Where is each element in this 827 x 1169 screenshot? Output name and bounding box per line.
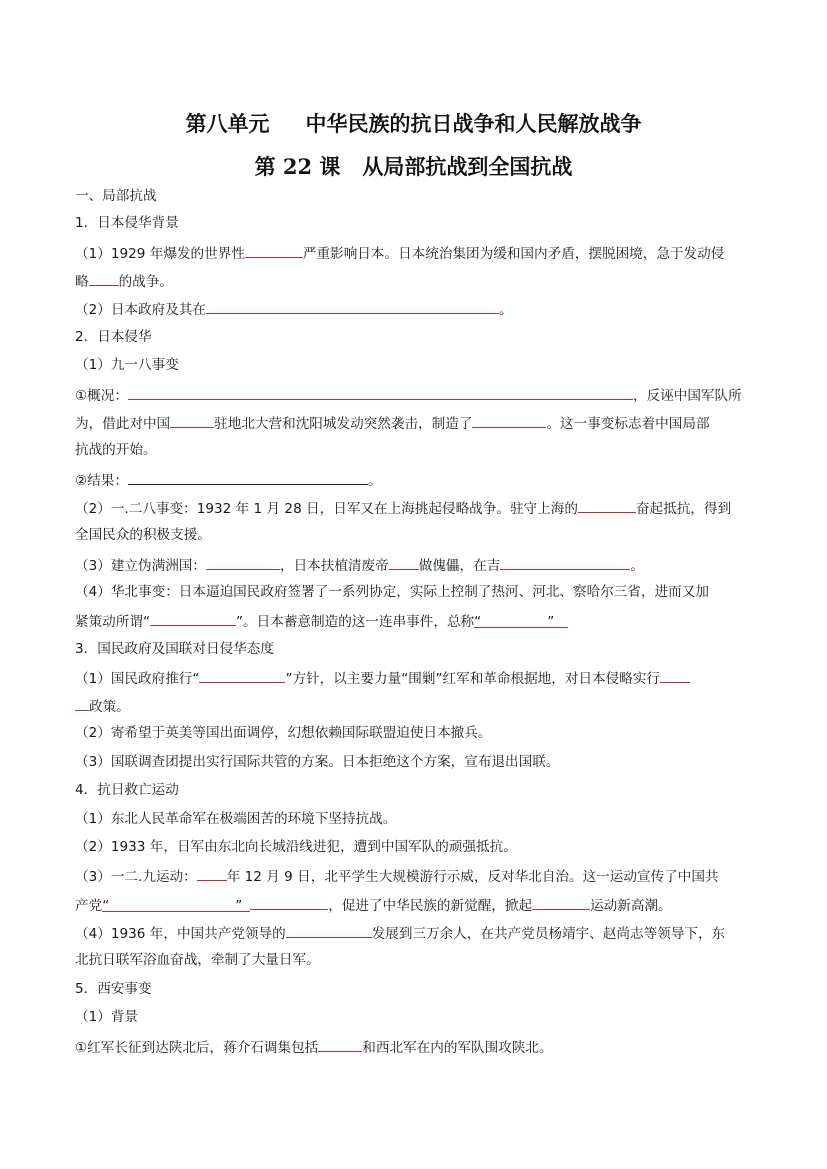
text-line: （1）东北人民革命军在极端困苦的环境下坚持抗战。 xyxy=(75,811,397,827)
answer-blank[interactable] xyxy=(170,412,214,428)
answer-blank[interactable] xyxy=(250,894,328,910)
text-line: （2）寄希望于英美等国出面调停，幻想依赖国际联盟迫使日本撤兵。 xyxy=(75,725,492,741)
text-line: 紧策动所谓“ ”。日本蓄意制造的这一连串事件，总称“ ” xyxy=(75,610,568,632)
answer-blank[interactable] xyxy=(75,695,89,711)
answer-blank[interactable] xyxy=(128,469,368,485)
subsection-heading: 2．日本侵华 xyxy=(75,329,152,345)
answer-blank[interactable] xyxy=(197,865,227,881)
subsection-heading: 4．抗日救亡运动 xyxy=(75,782,179,798)
answer-blank[interactable] xyxy=(500,554,630,570)
text-line: （1）背景 xyxy=(75,1009,139,1025)
text-line: 政策。 xyxy=(75,695,130,717)
text-line: （3）国联调查团提出实行国际共管的方案。日本拒绝这个方案，宣布退出国联。 xyxy=(75,754,560,770)
answer-blank[interactable] xyxy=(532,894,590,910)
text-line: （2）日本政府及其在 。 xyxy=(75,298,513,320)
section-heading: 一、局部抗战 xyxy=(75,188,157,204)
text-line: （4）1936 年，中国共产党领导的 发展到三万余人，在共产党员杨靖宇、赵尚志等领导下，东 xyxy=(75,922,725,944)
answer-blank[interactable] xyxy=(578,497,636,513)
answer-blank[interactable] xyxy=(206,298,499,314)
answer-blank[interactable] xyxy=(206,554,280,570)
subsection-heading: 5．西安事变 xyxy=(75,981,152,997)
answer-blank[interactable] xyxy=(150,610,236,626)
answer-blank[interactable] xyxy=(286,922,372,938)
text-line: （3）一二.九运动： 年 12 月 9 日，北平学生大规模游行示威，反对华北自治。这一运动宣传了中国共 xyxy=(75,865,719,887)
answer-blank[interactable] xyxy=(472,412,546,428)
answer-blank[interactable] xyxy=(660,667,690,683)
answer-blank[interactable] xyxy=(89,270,119,286)
text-line: ①红军长征到达陕北后，蒋介石调集包括 和西北军在内的军队围攻陕北。 xyxy=(75,1036,553,1058)
text-line: （1）1929 年爆发的世界性 严重影响日本。日本统治集团为缓和国内矛盾，摆脱困境，急于发动侵 xyxy=(75,242,724,264)
answer-blank[interactable]: “ ” xyxy=(102,896,250,912)
lesson-heading xyxy=(0,151,827,181)
text-line: （3）建立伪满洲国： ，日本扶植清废帝 做傀儡，在吉 。 xyxy=(75,554,644,576)
text-line: （1）国民政府推行“ ”方针，以主要力量“围剿”红军和革命根据地，对日本侵略实行 xyxy=(75,667,690,689)
lesson-title: 从局部抗战到全国抗战 xyxy=(362,154,573,179)
unit-number: 第八单元 xyxy=(185,111,270,136)
answer-blank[interactable] xyxy=(245,242,303,258)
text-line: （1）九一八事变 xyxy=(75,357,179,373)
text-line: （2）一.二八事变：1932 年 1 月 28 日，日军又在上海挑起侵略战争。驻守上海的 奋起抵抗，得到 xyxy=(75,497,731,519)
subsection-heading: 3．国民政府及国联对日侵华态度 xyxy=(75,641,274,657)
text-line: ①概况： ，反诬中国军队所 xyxy=(75,384,742,406)
text-line: 为，借此对中国 驻地北大营和沈阳城发动突然袭击，制造了 。这一事变标志着中国局部 xyxy=(75,412,710,434)
answer-blank[interactable] xyxy=(318,1036,362,1052)
answer-blank[interactable]: “ ” xyxy=(474,612,568,628)
unit-title: 中华民族的抗日战争和人民解放战争 xyxy=(305,111,642,136)
answer-blank[interactable] xyxy=(128,384,633,400)
answer-blank[interactable] xyxy=(389,554,419,570)
text-line: 北抗日联军浴血奋战，牵制了大量日军。 xyxy=(75,952,320,968)
text-line: （4）华北事变：日本逼迫国民政府签署了一系列协定，实际上控制了热河、河北、察哈尔三省，进而又加 xyxy=(75,584,709,600)
subsection-heading: 1．日本侵华背景 xyxy=(75,215,179,231)
answer-blank[interactable] xyxy=(199,667,285,683)
text-line: ②结果： 。 xyxy=(75,469,382,491)
text-line: （2）1933 年，日军由东北向长城沿线进犯，遭到中国军队的顽强抵抗。 xyxy=(75,839,517,855)
lesson-number: 第 22 课 xyxy=(254,154,341,179)
text-line: 略 的战争。 xyxy=(75,270,173,292)
text-line: 产党“ ” ，促进了中华民族的新觉醒，掀起 运动新高潮。 xyxy=(75,894,672,916)
text-line: 抗战的开始。 xyxy=(75,442,157,458)
text-line: 全国民众的积极支援。 xyxy=(75,527,211,543)
unit-heading xyxy=(0,108,827,138)
